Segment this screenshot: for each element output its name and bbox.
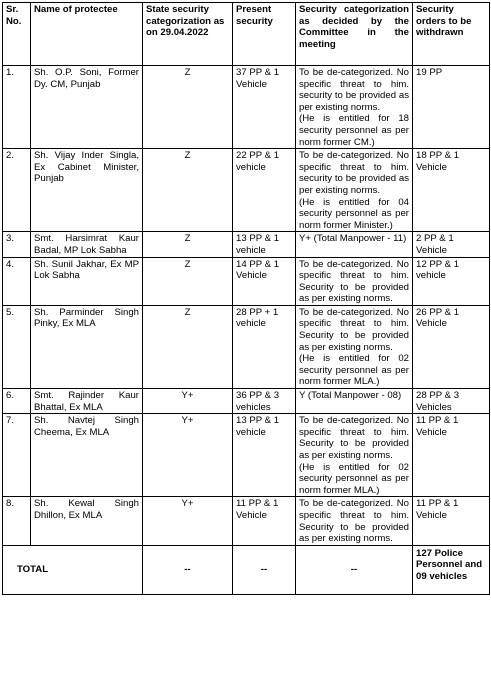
- cell-state-category: Z: [143, 66, 233, 149]
- entitlement-note: (He is entitled for 02 security personnel as per norm former MLA.): [299, 461, 409, 496]
- cell-sr-no: 1.: [3, 66, 31, 149]
- table-row: [3, 497, 490, 545]
- cell-present-security: 14 PP & 1 Vehicle: [233, 257, 296, 305]
- cell-present-security: 22 PP & 1 vehicle: [233, 149, 296, 232]
- cell-protectee-name: Sh. Kewal Singh Dhillon, Ex MLA: [31, 497, 143, 545]
- cell-sr-no: 6.: [3, 389, 31, 414]
- entitlement-note: (He is entitled for 04 security personnel as per norm former Minister.): [299, 196, 409, 231]
- cell-orders-withdrawn: 2 PP & 1 Vehicle: [413, 232, 490, 257]
- cell-present-security: 37 PP & 1 Vehicle: [233, 66, 296, 149]
- table-row: [3, 149, 490, 232]
- table-row: [3, 232, 490, 257]
- cell-present-security: 11 PP & 1 Vehicle: [233, 497, 296, 545]
- cell-protectee-name: Sh. Parminder Singh Pinky, Ex MLA: [31, 305, 143, 388]
- cell-decided-category: [296, 149, 413, 232]
- cell-present-security: 28 PP + 1 vehicle: [233, 305, 296, 388]
- cell-orders-withdrawn: 12 PP & 1 vehicle: [413, 257, 490, 305]
- header-sr-no: Sr. No.: [3, 3, 31, 66]
- cell-orders-withdrawn: 11 PP & 1 Vehicle: [413, 414, 490, 497]
- cell-present-security: 36 PP & 3 vehicles: [233, 389, 296, 414]
- cell-decided-category: [296, 414, 413, 497]
- cell-orders-withdrawn: 26 PP & 1 Vehicle: [413, 305, 490, 388]
- decision-text: Y (Total Manpower - 08): [299, 390, 402, 402]
- total-label: TOTAL: [3, 545, 143, 594]
- cell-state-category: Z: [143, 232, 233, 257]
- cell-protectee-name: Sh. Vijay Inder Singla, Ex Cabinet Minister, Punjab: [31, 149, 143, 232]
- cell-protectee-name: Sh. Navtej Singh Cheema, Ex MLA: [31, 414, 143, 497]
- cell-decided-category: [296, 257, 413, 305]
- cell-sr-no: 7.: [3, 414, 31, 497]
- table-row: [3, 414, 490, 497]
- entitlement-note: (He is entitled for 18 security personnel as per norm former CM.): [299, 113, 409, 148]
- header-present-security: Present security: [233, 3, 296, 66]
- header-orders-withdrawn: Security orders to be withdrawn: [413, 3, 490, 66]
- decision-text: To be de-categorized. No specific threat to him. Security to be provided as per existing norms.: [299, 498, 409, 545]
- cell-sr-no: 4.: [3, 257, 31, 305]
- cell-orders-withdrawn: 19 PP: [413, 66, 490, 149]
- security-withdrawal-document: [2, 2, 489, 595]
- cell-state-category: Z: [143, 257, 233, 305]
- decision-text: To be de-categorized. No specific threat to him. security to be provided as per existing norms.: [299, 150, 409, 196]
- header-name: Name of protectee: [31, 3, 143, 66]
- cell-present-security: 13 PP & 1 vehicle: [233, 232, 296, 257]
- cell-state-category: Y+: [143, 414, 233, 497]
- cell-orders-withdrawn: 28 PP & 3 Vehicles: [413, 389, 490, 414]
- entitlement-note: (He is entitled for 02 security personnel as per norm former MLA.): [299, 353, 409, 388]
- cell-sr-no: 3.: [3, 232, 31, 257]
- total-decided: --: [296, 545, 413, 594]
- cell-orders-withdrawn: 11 PP & 1 Vehicle: [413, 497, 490, 545]
- cell-protectee-name: Sh. O.P. Soni, Former Dy. CM, Punjab: [31, 66, 143, 149]
- cell-orders-withdrawn: 18 PP & 1 Vehicle: [413, 149, 490, 232]
- cell-decided-category: [296, 305, 413, 388]
- decision-text: To be de-categorized. No specific threat to him. security to be provided as per existing norms.: [299, 67, 409, 113]
- cell-present-security: 13 PP & 1 vehicle: [233, 414, 296, 497]
- cell-protectee-name: Smt. Rajinder Kaur Bhattal, Ex MLA: [31, 389, 143, 414]
- table-body: [3, 66, 490, 546]
- decision-text: To be de-categorized. No specific threat to him. Security to be provided as per existing norms.: [299, 258, 409, 305]
- cell-state-category: Y+: [143, 389, 233, 414]
- cell-protectee-name: Sh. Sunil Jakhar, Ex MP Lok Sabha: [31, 257, 143, 305]
- cell-decided-category: [296, 389, 413, 414]
- total-row: [3, 545, 490, 594]
- total-withdrawn: 127 Police Personnel and 09 vehicles: [413, 545, 490, 594]
- cell-sr-no: 2.: [3, 149, 31, 232]
- cell-decided-category: [296, 497, 413, 545]
- cell-sr-no: 5.: [3, 305, 31, 388]
- table-row: [3, 257, 490, 305]
- cell-protectee-name: Smt. Harsimrat Kaur Badal, MP Lok Sabha: [31, 232, 143, 257]
- cell-decided-category: [296, 232, 413, 257]
- header-state-category: State security categorization as on 29.04.2022: [143, 3, 233, 66]
- decision-text: To be de-categorized. No specific threat to him. Security to be provided as per existing norms.: [299, 415, 409, 461]
- cell-sr-no: 8.: [3, 497, 31, 545]
- table-row: [3, 66, 490, 149]
- decision-text: To be de-categorized. No specific threat to him. Security to be provided as per existing norms.: [299, 306, 409, 353]
- header-row: [3, 3, 490, 66]
- header-decided-category: Security categorization as decided by the Committee in the meeting: [296, 3, 413, 66]
- table-row: [3, 389, 490, 414]
- cell-state-category: Y+: [143, 497, 233, 545]
- security-table: [2, 2, 490, 595]
- total-present: --: [233, 545, 296, 594]
- cell-state-category: Z: [143, 149, 233, 232]
- table-row: [3, 305, 490, 388]
- total-category: --: [143, 545, 233, 594]
- decision-text: Y+ (Total Manpower - 11): [299, 233, 407, 245]
- cell-state-category: Z: [143, 305, 233, 388]
- cell-decided-category: [296, 66, 413, 149]
